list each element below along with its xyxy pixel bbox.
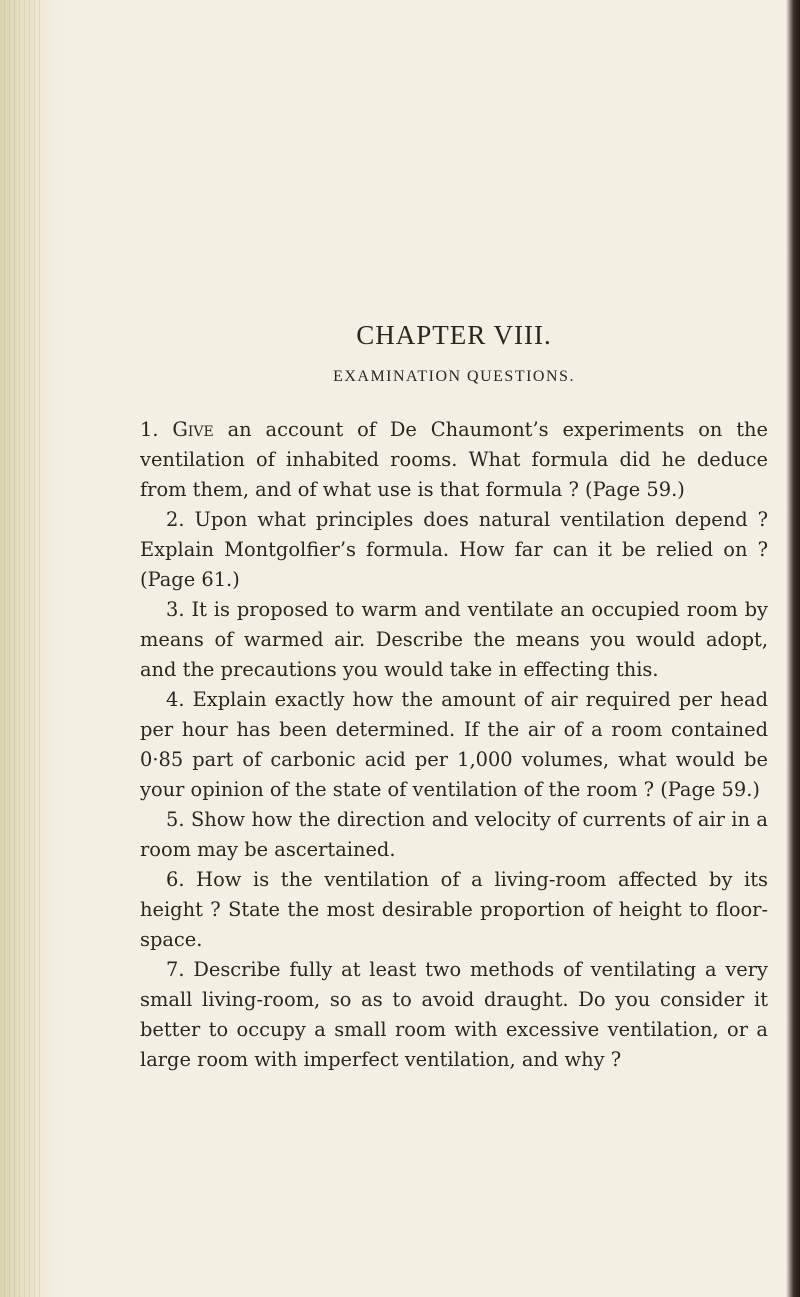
binding-gutter-lines [4,0,40,1297]
question-number: 1. [140,418,159,441]
question-first-word: Give [172,418,214,441]
question-2 [140,505,768,595]
chapter-title: CHAPTER VIII. [356,320,552,350]
question-number: 3. [166,598,185,621]
question-1 [140,415,768,505]
question-text: It is proposed to warm and ventilate an occupied room by means of warmed air. Describe the means you would adopt, and the precautions you would take in effecting this. [140,598,768,681]
question-number: 6. [166,868,185,891]
question-number: 2. [166,508,185,531]
question-number: 7. [166,958,185,981]
question-3 [140,595,768,685]
page-edge-shadow [786,0,800,1297]
section-title: EXAMINATION QUESTIONS. [333,368,575,385]
book-page [140,300,768,1280]
question-text: Explain exactly how the amount of air required per head per hour has been determined. If the air of a room contained 0·85 part of carbonic acid per 1,000 volumes, what would be your opinion of the state of ventilation of the room ? (Page 59.) [140,688,768,801]
question-text: an account of De Chaumont’s experiments on the ventilation of inhabited rooms. What formula did he deduce from them, and of what use is that formula ? (Page 59.) [140,418,768,501]
question-6 [140,865,768,955]
question-number: 4. [166,688,185,711]
question-list [140,415,768,1075]
question-5 [140,805,768,865]
question-text: Upon what principles does natural ventilation depend ? Explain Montgolfier’s formula. How far can it be relied on ? (Page 61.) [140,508,768,591]
question-4 [140,685,768,805]
question-7 [140,955,768,1075]
question-text: How is the ventilation of a living-room affected by its height ? State the most desirable proportion of height to floor-space. [140,868,768,951]
question-text: Describe fully at least two methods of ventilating a very small living-room, so as to avoid draught. Do you consider it better to occupy a small room with excessive ventilation, or a large room with imperfect ventilation, and why ? [140,958,768,1071]
question-text: Show how the direction and velocity of currents of air in a room may be ascertained. [140,808,768,861]
question-number: 5. [166,808,185,831]
